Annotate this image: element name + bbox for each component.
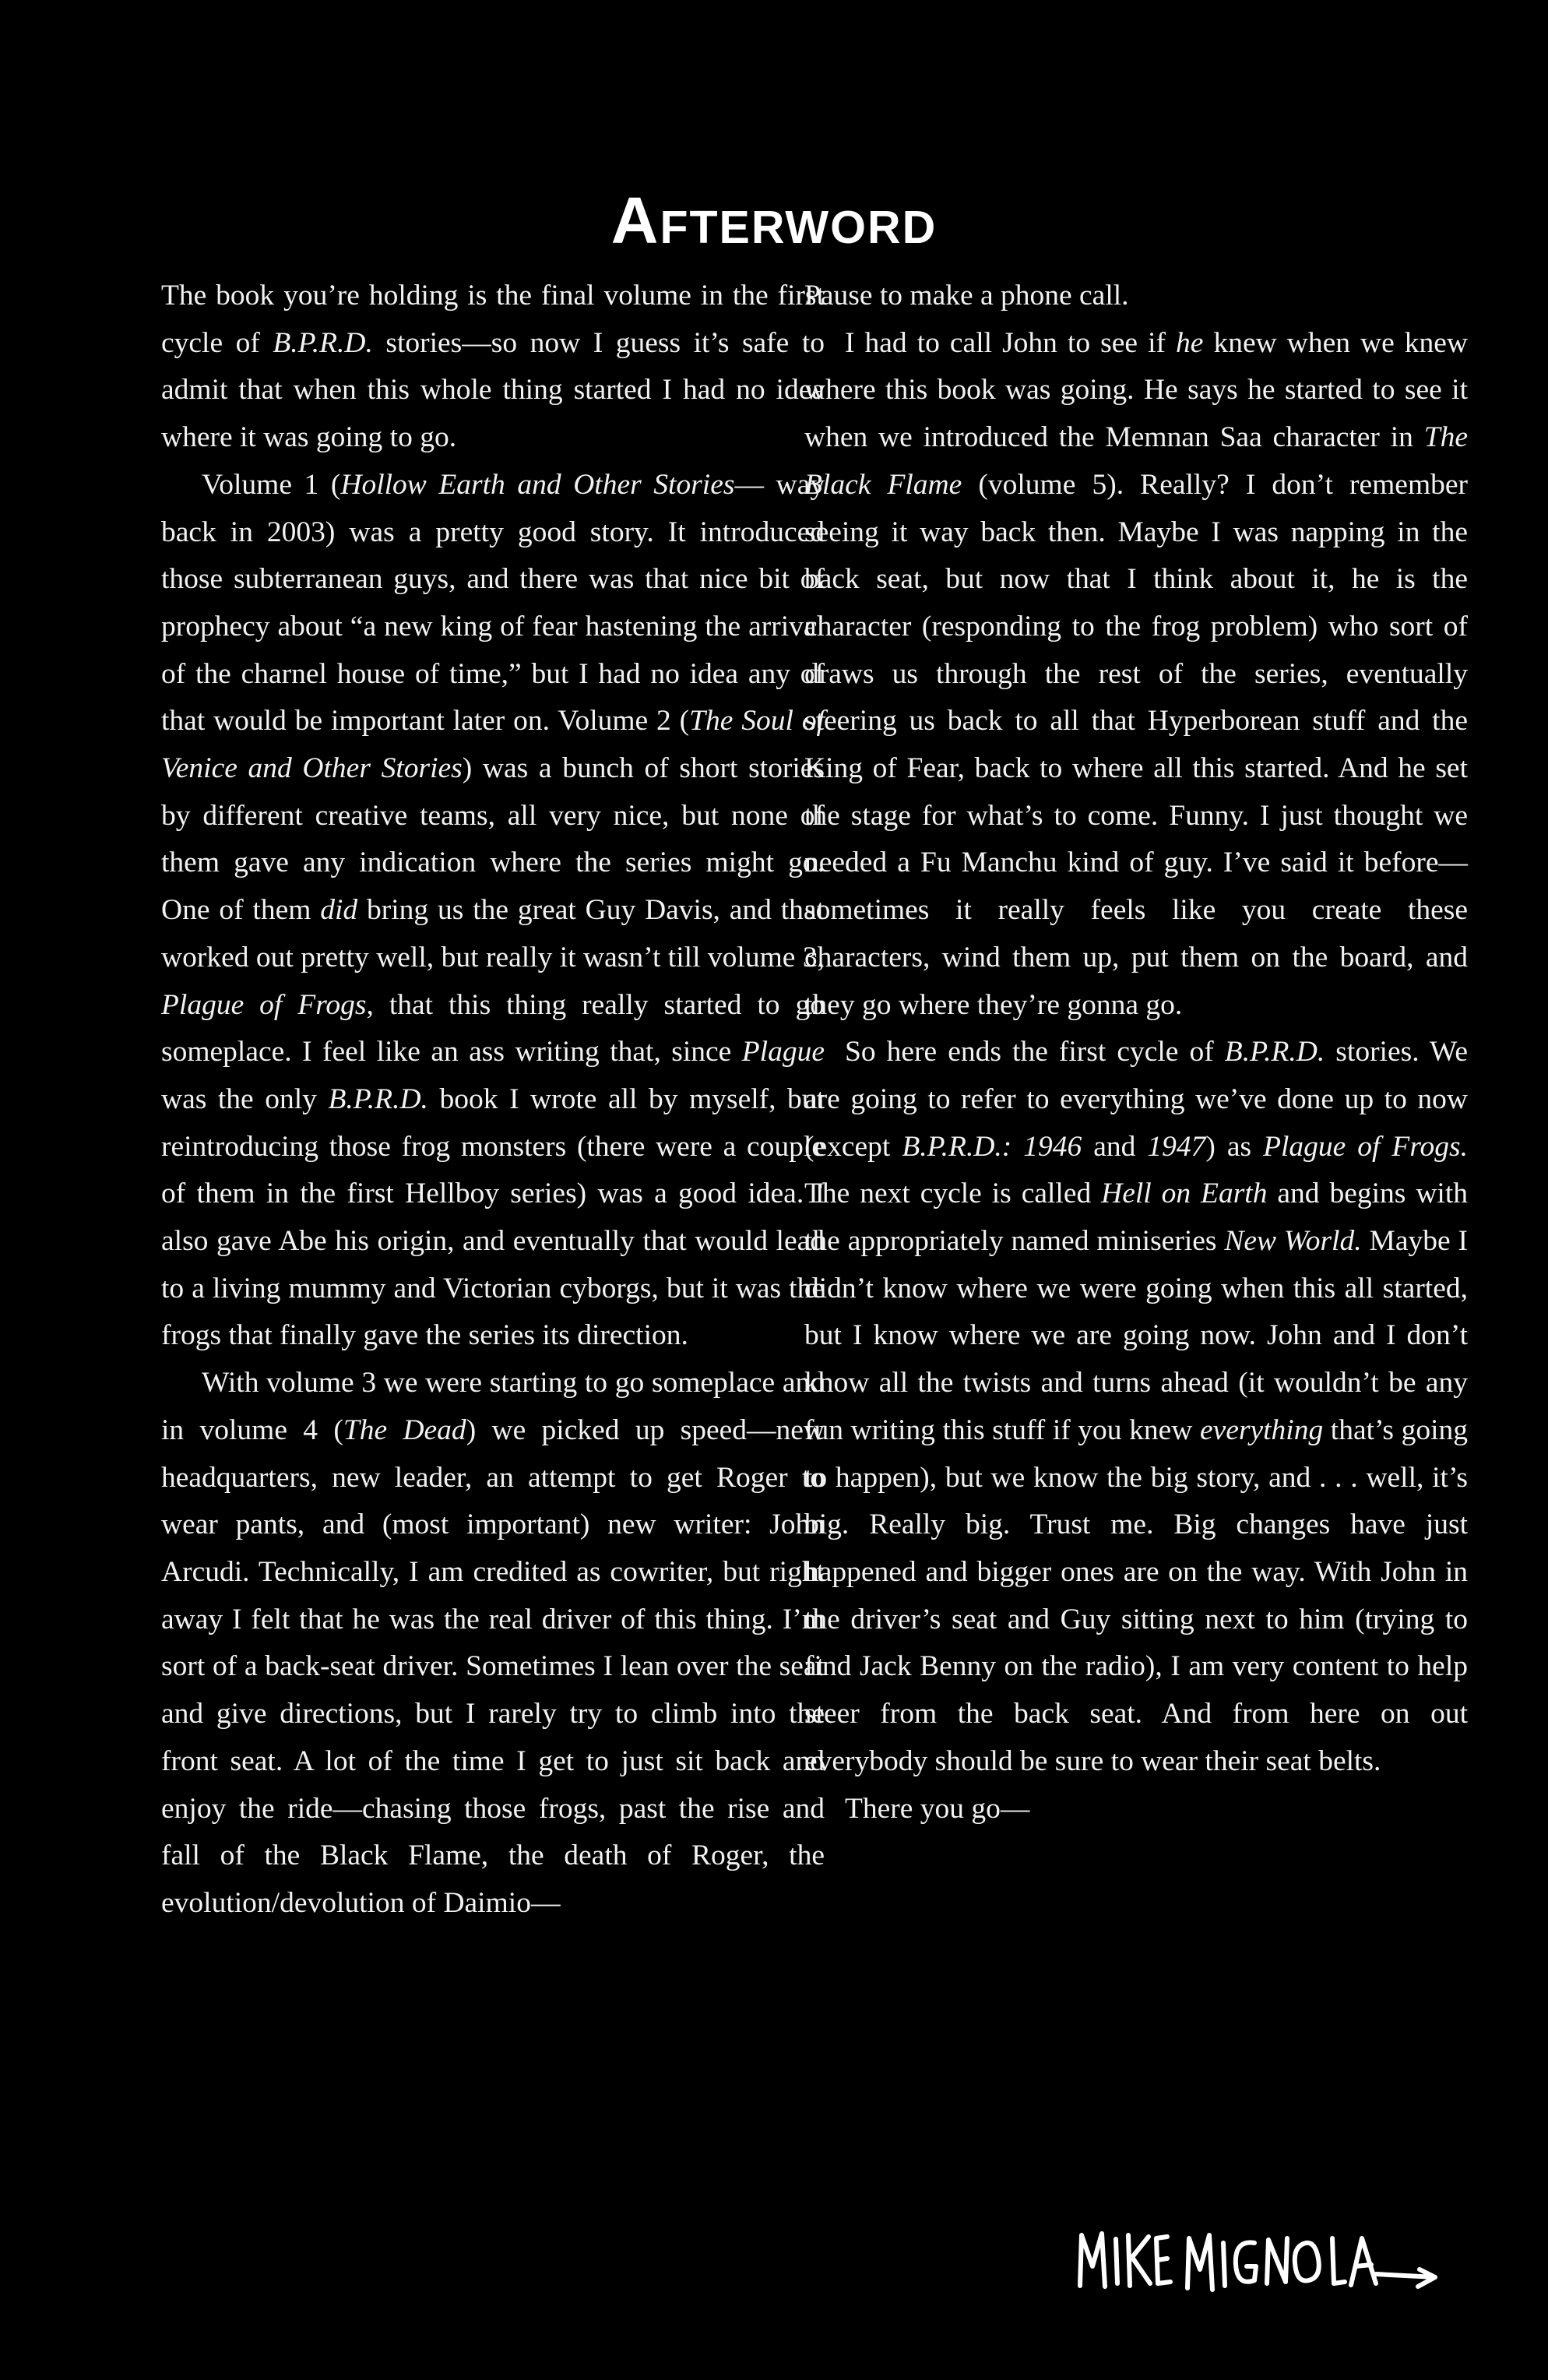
signature xyxy=(1071,2212,1444,2305)
page-title: Afterword xyxy=(610,184,938,258)
left-column xyxy=(161,273,825,1928)
paragraph: There you go— xyxy=(845,1792,1030,1825)
paragraph: With volume 3 we were starting to go someplace and in volume 4 (The Dead) we picked up speed—new headquarters, new leader, an attempt to get Roger to wear pants, and (most important) new writer: John Arcudi. Technically, I am credited as cowriter, but right away I felt that he was the real driver of this thing. I’m sort of a back-seat driver. Sometimes I lean over the seat and give directions, but I rarely try to climb into the front seat. A lot of the time I get to just sit back and enjoy the ride—chasing those frogs, past the rise and fall of the Black Flame, the death of Roger, the evolution/devolution of Daimio— xyxy=(161,1367,825,1919)
paragraph: Pause to make a phone call. xyxy=(804,280,1129,312)
paragraph: Volume 1 (Hollow Earth and Other Stories— way back in 2003) was a pretty good story. It introduced those subterranean guys, and there was that nice bit of prophecy about “a new king of fear hastening the arrival of the charnel house of time,” but I had no idea any of that would be important later on. Volume 2 (The Soul of Venice and Other Stories) was a bunch of short stories by different creative teams, all very nice, but none of them gave any indication where the series might go. One of them did bring us the great Guy Davis, and that worked out pretty well, but really it wasn’t till volume 3, Plague of Frogs, that this thing really started to go someplace. I feel like an ass writing that, since Plague was the only B.P.R.D. book I wrote all by myself, but reintroducing those frog monsters (there were a couple of them in the first Hellboy series) was a good idea. I also gave Abe his origin, and eventually that would lead to a living mummy and Victorian cyborgs, but it was the frogs that finally gave the series its direction. xyxy=(161,468,825,1352)
right-column xyxy=(804,273,1468,1833)
paragraph: The book you’re holding is the final volume in the first cycle of B.P.R.D. stories—so now I guess it’s safe to admit that when this whole thing started I had no idea where it was going to go. xyxy=(161,280,825,454)
paragraph: I had to call John to see if he knew when we knew where this book was going. He says he started to see it when we introduced the Memnan Saa character in The Black Flame (volume 5). Really? I don’t remember seeing it way back then. Maybe I was napping in the back seat, but now that I think about it, he is the character (responding to the frog problem) who sort of draws us through the rest of the series, eventually steering us back to all that Hyperborean stuff and the King of Fear, back to where all this started. And he set the stage for what’s to come. Funny. I just thought we needed a Fu Manchu kind of guy. I’ve said it before—sometimes it really feels like you create these characters, wind them up, put them on the board, and they go where they’re gonna go. xyxy=(804,326,1469,1021)
paragraph: So here ends the first cycle of B.P.R.D. stories. We are going to refer to everything we’ve done up to now (except B.P.R.D.: 1946 and 1947) as Plague of Frogs. The next cycle is called Hell on Earth and begins with the appropriately named miniseries New World. Maybe I didn’t know where we were going when this all started, but I know where we are going now. John and I don’t know all the twists and turns ahead (it wouldn’t be any fun writing this stuff if you knew everything that’s going to happen), but we know the big story, and . . . well, it’s big. Really big. Trust me. Big changes have just happened and bigger ones are on the way. With John in the driver’s seat and Guy sitting next to him (trying to find Jack Benny on the radio), I am very content to help steer from the back seat. And from here on out everybody should be sure to wear their seat belts. xyxy=(804,1036,1469,1777)
